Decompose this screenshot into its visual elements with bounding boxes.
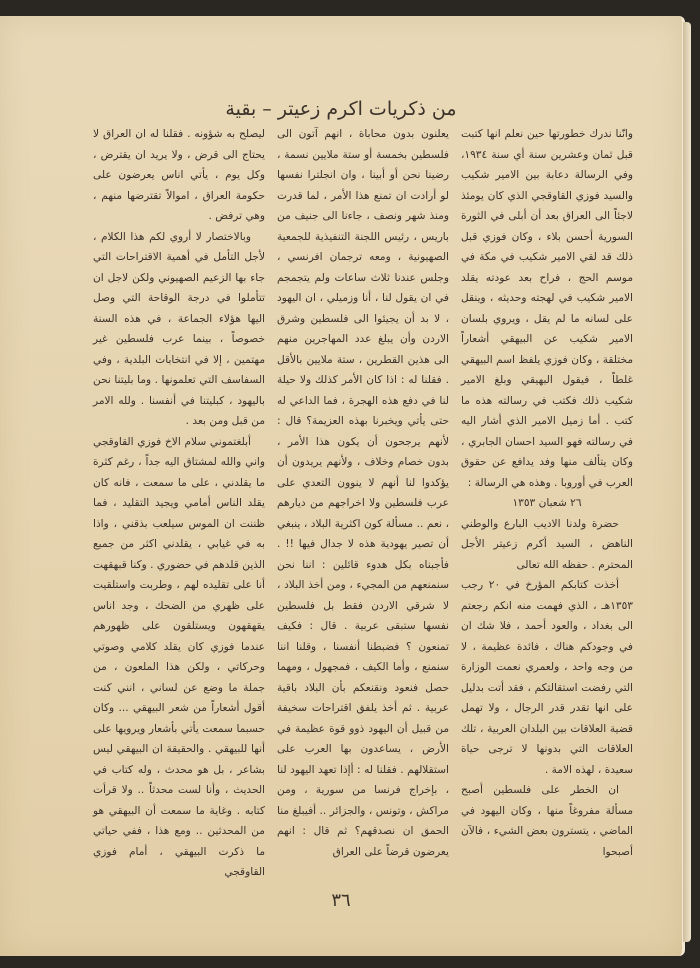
paragraph: أبلغتموني سلام الاخ فوزي القاوقجي واني والله لمشتاق اليه جداً ، رغم كثرة ما يقلدني ، على ما سمعت ، فانه كان يقلد الناس أمامي ويجيد التقليد ، فما ظننت ان الموس سيلعب بذقني ، واذا به في غيابي ، يقلدني اكثر من جميع الذين قلدهم في حضوري . وكنا قبهقهت أنا على تقليده لهم ، وطربت واستلقيت على ظهري من الضحك ، وجد اناس يقهقهون ويستلقون على ظهورهم عندما فوزي كان يقلد كلامي وصوتي وحركاتي ، ولكن هذا الملعون ، من جملة ما وضع عن لساني ، انني كنت أقول أشعاراً من شعر البيهقي ... وكان حسبما سمعت يأتي بأشعار ويرويها على أنها للبيهقي . والحقيقة ان البيهقي ليس بشاعر ، بل هو محدث ، وله كتاب في الحديث ، وأنا لست محدثاً .. ولا قرأت كتابه . وغاية ما سمعت أن البيهقي هو من المحدثين .. ومع هذا ، ففي حياتي ما ذكرت البيهقي ، أمام فوزي القاوقجي	[93, 435, 265, 878]
letter-salutation: حضرة ولدنا الاديب البارع والوطني الناهض ، السيد أكرم زعيتر الأجل المحترم . حفظه الله تعالى	[461, 517, 633, 571]
page-number: ٣٦	[331, 890, 351, 911]
article-title: من ذكريات اكرم زعيتر – بقية	[225, 98, 457, 120]
paragraph: وبالاختصار لا أروي لكم هذا الكلام ، لأجل التأمل في أهمية الاقتراحات التي جاء بها الزعيم الصهيوني ولكن لاجل ان تتأملوا في درجة الوقاحة التي وصل اليها هؤلاء الجماعة ، في هذه السنة خصوصاً ، بينما عرب فلسطين غير مهتمين ، إلا في انتخابات البلدية ، وفي السفاسف التي تعلمونها . وما بليتنا نحن باليهود ، كبليتنا في أنفسنا . ولله الامر من قبل ومن بعد .	[93, 230, 265, 427]
paragraph: وانّنا ندرك خطورتها حين نعلم انها كتبت قبل ثمان وعشرين سنة أي سنة ١٩٣٤، وفي الرسالة دعابة بين الامير شكيب والسيد فوزي القاوقجي الذي كان يومئذ لاجئاً الى العراق بعد أن أبلى في الثورة السورية أحسن بلاء ، وكان فوزي قبل ذلك قد لقي الامير شكيب في مكة في موسم الحج ، فراح بعد عودته يقلد الامير شكيب في لهجته وحديثه ، وينقل على لسانه ما لم يقل ، ويروي بلسان الامير شكيب عن البيهقي أشعاراً مختلقة ، وكان فوزي يلفظ اسم البيهقي غلطاً ، فيقول البهيقي وبلغ الامير شكيب ذلك فكتب في رسالته هذه ما كتب . أما زميل الامير الذي أشار اليه في رسالته فهو السيد احسان الجابري ، وكان يتألف منها وفد يدافع عن حقوق العرب في أوروبا . وهذه هي الرسالة :	[461, 128, 633, 489]
paragraph: ليصلح به شؤونه . فقلنا له ان العراق لا يحتاج الى قرض ، ولا يريد ان يقترض ، وكل يوم ، يأتي اناس يعرضون على حكومة العراق ، اموالاً تقترضها منهم ، وهي ترفض .	[93, 128, 265, 222]
column-right	[461, 124, 633, 884]
column-middle	[277, 124, 449, 884]
text-columns	[93, 124, 633, 884]
paragraph: أخذت كتابكم المؤرخ في ٢٠ رجب ١٣٥٣هـ ، الذي فهمت منه انكم رجعتم الى بغداد ، والعود أحمد ، فلا شك ان في وجودكم هناك ، فائدة عظيمة ، لا من وجه واحد ، ولعمري نعمت الوزارة التي رفضت استقالتكم ، فقد أتت بدليل على انها تقدر قدر الرجال ، ولا تهمل قضية العلاقات بين البلدان العربية ، تلك العلاقات التي بدونها لا ترجى حياة سعيدة ، لهذه الامة .	[461, 579, 633, 776]
paragraph: يعلنون بدون محاباة ، انهم آتون الى فلسطين بخمسة أو ستة ملايين نسمة ، رضينا نحن أو أبينا ، وان انجلترا نفسها لو أرادت ان تمنع هذا الأمر ، لما قدرت ومنذ شهر ونصف ، جاءنا الى جنيف من باريس ، رئيس اللجنة التنفيذية للجمعية الصهيونية ، ومعه ترجمان افرنسي ، وجلس عندنا ثلاث ساعات ولم يتجمجم في ان يقول لنا ، أنا وزميلي ، ان اليهود ، لا بد أن يجيئوا الى فلسطين وشرق الاردن وأن يبلغ عدد المهاجرين منهم الى هذين القطرين ، ستة ملايين بالأقل . فقلنا له : اذا كان الأمر كذلك ولا حيلة لنا في دفع هذه الهجرة ، فما الداعي له حتى يأتي ويخبرنا بهذه العزيمة؟ قال : لأنهم يرجحون أن يكون هذا الأمر ، بدون خصام وخلاف ، ولأنهم يريدون أن يؤكدوا لنا أنهم لا ينوون التعدي على عرب فلسطين ولا اخراجهم من ديارهم ، نعم .. مسألة كون اكثرية البلاد ، ينبغي أن تصير يهودية هذه لا جدال فيها !! . فأجبناه بكل هدوء قائلين : اننا نحن سنمنعهم من المجيء ، ومن أخذ البلاد ، لا شرقي الاردن فقط بل فلسطين نفسها ستبقى عربية . قال : فكيف تمنعون ؟ فضبطنا أنفسنا ، وقلنا اننا سنمنع ، وأما الكيف ، فمجهول ، ومهما حصل فنعود ونقنعكم بأن البلاد باقية عربية . ثم أخذ يلفق اقتراحات سخيفة من قبيل أن اليهود ذوو قوة عظيمة في الأرض ، يساعدون بها العرب على استقلالهم . فقلنا له : أإذا تعهد اليهود لنا ، بإخراج فرنسا من سورية ، ومن مراكش ، وتونس ، والجزائر .. أفيبلغ منا الحمق ان نصدقهم؟ ثم قال : انهم يعرضون قرضاً على العراق	[277, 128, 449, 858]
column-left	[93, 124, 265, 884]
paragraph: ان الخطر على فلسطين أصبح مسألة مفروغاً منها ، وكان اليهود في الماضي ، يتسترون بعض الشيء ، فالآن أصبحوا	[461, 784, 633, 858]
scanned-page	[0, 16, 685, 956]
letter-date: ٢٦ شعبان ١٣٥٣	[512, 497, 582, 509]
page-edge	[683, 22, 691, 942]
